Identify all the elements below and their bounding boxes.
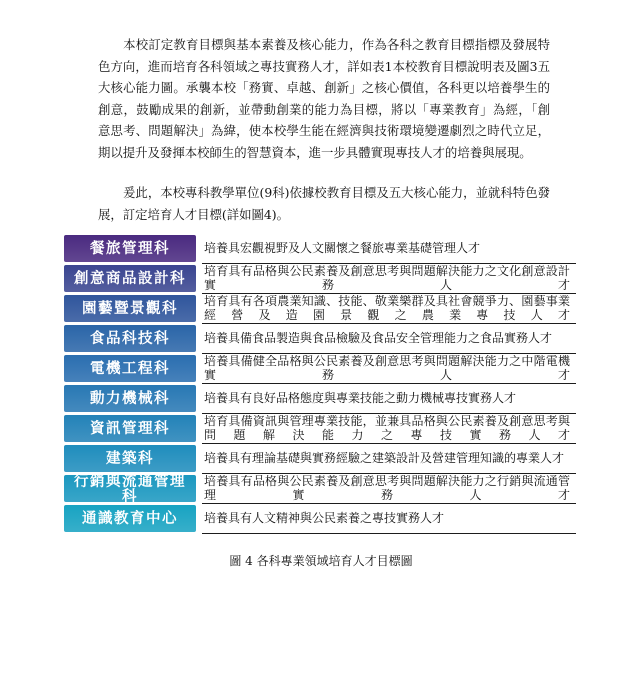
figure-caption: 圖 4 各科專業領域培育人才目標圖 — [229, 554, 413, 568]
department-name-label: 園藝暨景觀科 — [64, 295, 196, 322]
department-goal-text: 培養具有人文精神與公民素養之專技實務人才 — [204, 510, 445, 525]
department-row — [62, 264, 576, 294]
department-goal-text: 培養具有良好品格態度與專業技能之動力機械專技實務人才 — [204, 390, 517, 405]
department-goal-text: 培養具備食品製造與食品檢驗及食品安全管理能力之食品實務人才 — [204, 330, 553, 345]
department-row — [62, 324, 576, 354]
department-row — [62, 444, 576, 474]
intro-paragraph-1: 本校訂定教育目標與基本素養及核心能力，作為各科之教育目標指標及發展特色方向，進而培育各科領域之專技實務人才，詳如表1本校教育目標說明表及圖3五大核心能力圖。承襲本校「務實、卓越、創新」之核心價值，各科更以培養學生的創意，鼓勵成果的創新，並帶動創業的能力為目標，將以「專業教育」為經，「創意思考、問題解決」為緯，使本校學生能在經濟與技術環境變遷劇烈之時代立足，期以提升及發揮本校師生的智慧資本，進一步具體實現專技人才的培養與展現。 — [98, 37, 550, 160]
department-row — [62, 474, 576, 504]
department-goal-text: 培育具備資訊與管理專業技能，並兼具品格與公民素養及創意思考與問題解決能力之專技實務人才 — [204, 415, 570, 442]
department-goal-text: 培養具宏觀視野及人文關懷之餐旅專業基礎管理人才 — [204, 240, 481, 255]
department-goals-table — [62, 234, 576, 534]
department-row — [62, 354, 576, 384]
department-goal-text: 培養具有理論基礎與實務經驗之建築設計及營建管理知識的專業人才 — [204, 450, 565, 465]
department-row — [62, 384, 576, 414]
department-goal-text: 培育具有品格與公民素養及創意思考與問題解決能力之文化創意設計實務人才 — [204, 265, 570, 292]
department-name-label: 建築科 — [64, 445, 196, 472]
department-name-label: 食品科技科 — [64, 325, 196, 352]
department-row — [62, 504, 576, 534]
department-row — [62, 294, 576, 324]
department-name-label: 通識教育中心 — [64, 505, 196, 532]
department-name-label: 餐旅管理科 — [64, 235, 196, 262]
department-row — [62, 414, 576, 444]
department-goal-text: 培育具有各項農業知識、技能、敬業樂群及具社會競爭力、園藝事業經營及造園景觀之農業專技人才 — [204, 295, 570, 322]
department-name-label: 動力機械科 — [64, 385, 196, 412]
department-goal-text: 培養具備健全品格與公民素養及創意思考與問題解決能力之中階電機實務人才 — [204, 355, 570, 382]
department-name-label: 創意商品設計科 — [64, 265, 196, 292]
department-name-label: 行銷與流通管理科 — [64, 475, 196, 502]
department-name-label: 資訊管理科 — [64, 415, 196, 442]
intro-paragraph-2: 爰此，本校專科教學單位(9科)依據校教育目標及五大核心能力，並就科特色發展，訂定培育人才目標(詳如圖4)。 — [98, 185, 550, 222]
row-divider — [202, 533, 576, 535]
department-name-label: 電機工程科 — [64, 355, 196, 382]
department-goal-text: 培養具有品格與公民素養及創意思考與問題解決能力之行銷與流通管理實務人才 — [204, 475, 570, 502]
department-row — [62, 234, 576, 264]
